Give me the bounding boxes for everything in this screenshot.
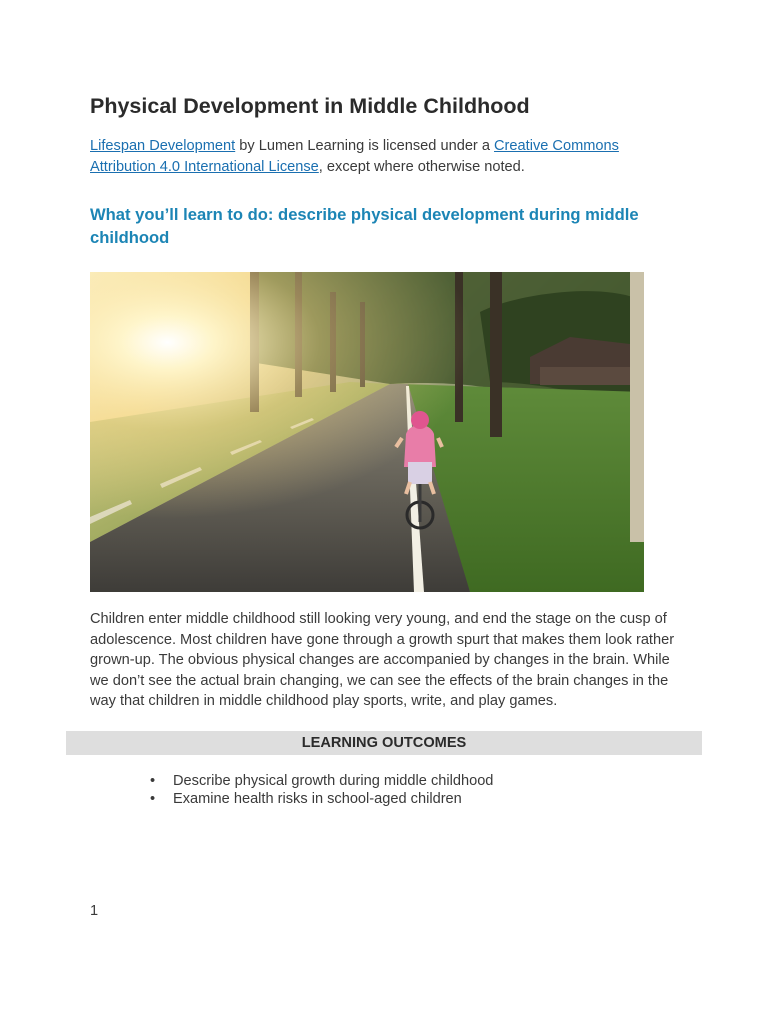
license-text-2: , except where otherwise noted.: [318, 159, 525, 175]
license-text-1: by Lumen Learning is licensed under a: [235, 138, 495, 154]
body-paragraph: Children enter middle childhood still looking very young, and end the stage on the cusp of adolescence. Most children have gone through a growth spurt that makes them look rather grown-up. The obvious physical changes are accompanied by changes in the brain. While we don’t see the actual brain changing, we can see the effects of the brain changes in the way that children in middle childhood play sports, write, and play games.: [90, 611, 675, 710]
creative-commons-license-link[interactable]: Creative Commons Attribution 4.0 International License: [90, 138, 619, 175]
lifespan-development-link[interactable]: Lifespan Development: [90, 138, 236, 154]
page-number: 1: [90, 903, 99, 919]
learning-outcomes-heading: LEARNING OUTCOMES: [301, 735, 467, 751]
list-item: • Examine health risks in school-aged children: [148, 790, 493, 808]
page-title: Physical Development in Middle Childhood: [90, 94, 530, 118]
child-bike-photo: [90, 272, 644, 592]
section-subheading: What you’ll learn to do: describe physical development during middle childhood: [90, 205, 639, 247]
list-item: • Describe physical growth during middle childhood: [148, 772, 493, 790]
license-notice: [90, 136, 670, 178]
learning-outcomes-header: [66, 731, 702, 755]
learning-outcomes-list: [148, 772, 493, 808]
